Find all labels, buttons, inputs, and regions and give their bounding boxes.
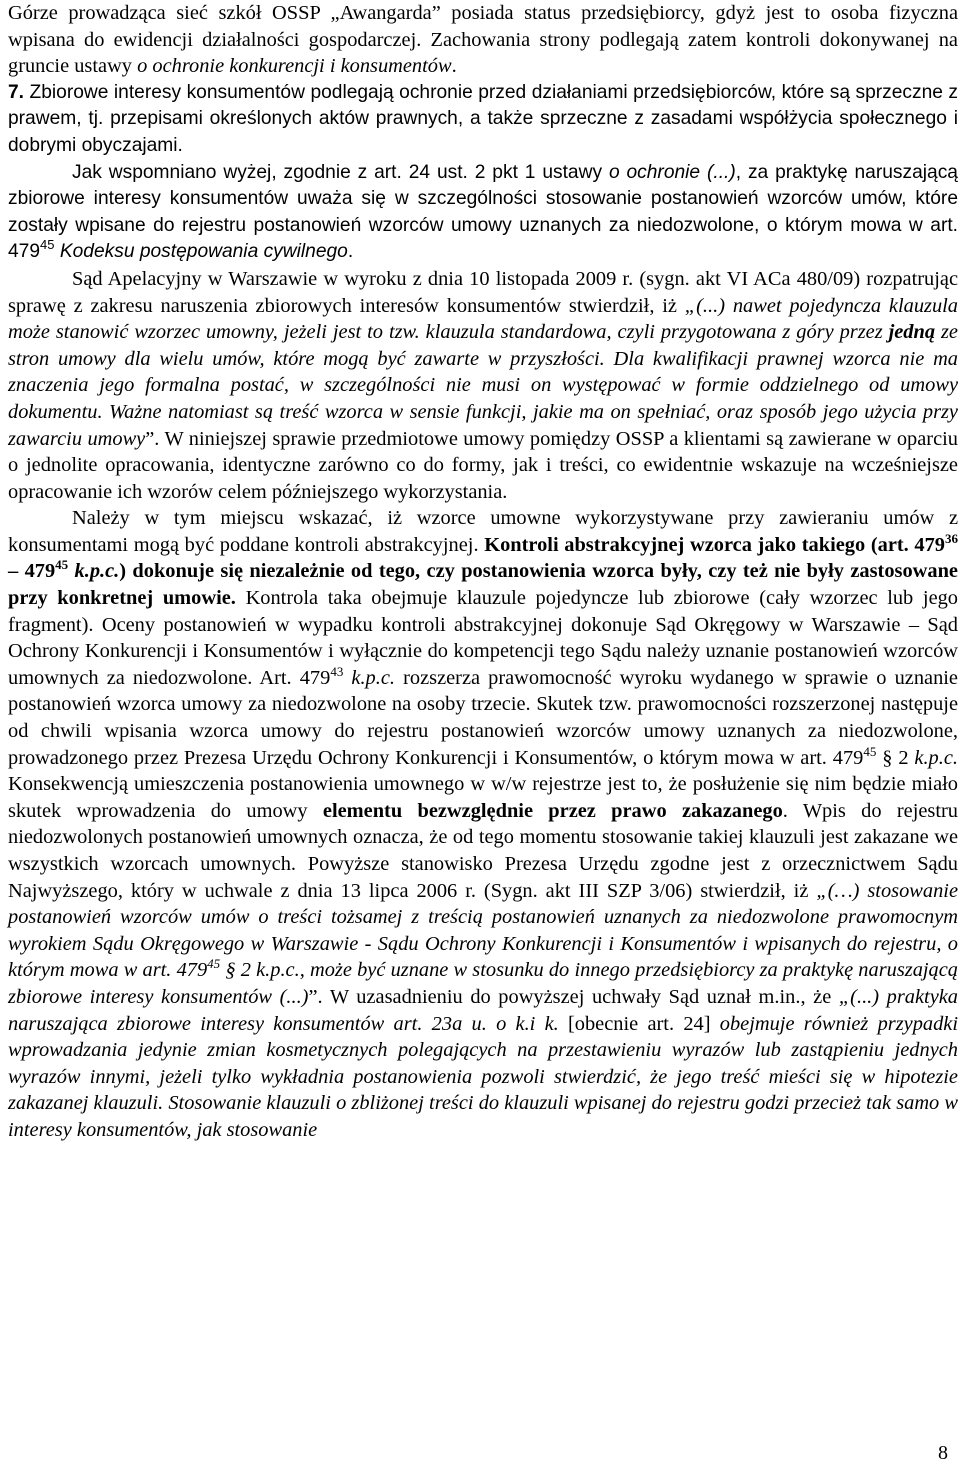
text-run: elementu bezwzględnie przez prawo zakazanego	[322, 799, 783, 822]
paragraph-appeal-court	[8, 266, 958, 505]
text-run: § 2	[876, 746, 915, 769]
paragraph-abstract-control	[8, 505, 958, 1143]
text-run: Jak wspomniano wyżej, zgodnie z art. 24 ust. 2 pkt 1 ustawy	[72, 161, 609, 183]
text-run: k.p.c.	[74, 560, 120, 583]
text-run: 36	[945, 530, 958, 546]
text-run: o ochronie konkurencji i konsumentów	[137, 55, 452, 78]
paragraph-art-24	[8, 160, 958, 266]
text-run: k.p.c.	[914, 746, 958, 769]
text-run: ”. W uzasadnieniu do powyższej uchwały Sąd uznał m.in., że	[308, 985, 839, 1008]
text-run: „(…) stosowanie postanowień wzorców umów o treści tożsamej z treścią postanowień uznanych za niedozwolone prawomocnym wyrokiem Sądu Okręgowego w Warszawie - Sądu Ochrony Konkurencji i Konsumentów i wpisanych do rejestru, o którym mowa w art. 479	[8, 879, 958, 982]
text-run: Kontrola taka obejmuje klauzule pojedyncze lub zbiorowe (cały wzorzec lub jego fragment). Oceny postanowień w wypadku kontroli abstrakcyjnej dokonuje Sąd Okręgowy w Warszawie – Sąd Ochrony Konkurencji i Konsumentów i wyłącznie do kompetencji tego Sądu należy uznanie postanowień wzorców umownych za niedozwolone. Art. 479	[8, 587, 959, 689]
text-run: 45	[55, 557, 69, 573]
text-run: Konsekwencją umieszczenia postanowienia umownego w w/w rejestrze jest to, że posłużenie się nim będzie miało skutek wprowadzenia do umowy	[8, 773, 958, 822]
document-body	[8, 0, 958, 1144]
text-run: 45	[207, 956, 221, 972]
text-run: .	[451, 55, 457, 78]
text-run: 7.	[8, 81, 25, 103]
text-run: § 2 k.p.c., może być uznane w stosunku do innego przedsiębiorcy za praktykę naruszającą zbiorowe interesy konsumentów (...)	[8, 959, 958, 1008]
text-run: ze stron umowy dla wielu umów, które mogą być zawarte w przyszłości. Dla kwalifikacji prawnej wzorca nie ma znaczenia jego formalna postać, w szczególności nie musi on występować w formie oddzielnego od umowy dokumentu. Ważne natomiast są treść wzorca w sensie funkcji, jakie ma on spełniać, oraz sposób jego użycia przy zawarciu umowy	[8, 321, 958, 450]
text-run: , za praktykę naruszającą zbiorowe interesy konsumentów uważa się w szczególności stosowanie postanowień wzorców umów, które zostały wpisane do rejestru postanowień wzorców umowy uznanych za niedozwolone, o którym mowa w art. 479	[8, 161, 958, 263]
text-run: Kontroli abstrakcyjnej wzorca jako takiego (art. 479	[484, 533, 945, 556]
text-run: 45	[40, 237, 55, 253]
text-run: obejmuje również przypadki wprowadzania jedynie zmian kosmetycznych polegających na przestawieniu wyrazów lub zastąpieniu jednych wyrazów innymi, jeżeli tylko wykładnia postanowienia pozwoli stwierdzić, że jego treść mieści się w hipotezie zakazanej klauzuli. Stosowanie klauzuli o zbliżonej treści do klauzuli wpisanej do rejestru godzi przecież tak samo w interesy konsumentów, jak stosowanie	[8, 1012, 959, 1141]
paragraph-intro	[8, 0, 958, 80]
text-run: .	[347, 241, 354, 263]
text-run: Zbiorowe interesy konsumentów podlegają ochronie przed działaniami przedsiębiorców, które są sprzeczne z prawem, tj. przepisami określonych aktów prawnych, a także sprzeczne z zasadami współżycia społecznego i dobrymi obyczajami.	[8, 81, 958, 156]
text-run: Sąd Apelacyjny w Warszawie w wyroku z dnia 10 listopada 2009 r. (sygn. akt VI ACa 480/09) rozpatrując sprawę z zakresu naruszenia zbiorowych interesów konsumentów stwierdził, iż	[8, 267, 958, 317]
text-run: rozszerza prawomocność wyroku wydanego w sprawie o uznanie postanowień wzorca umowy za niedozwolone na osoby trzecie. Skutek tzw. prawomocności rozszerzonej następuje od chwili wpisania wzorca umowy do rejestru postanowień wzorców umowy uznanych za niedozwolone, prowadzonego przez Prezesa Urzędu Ochrony Konkurencji i Konsumentów, o którym mowa w art. 479	[8, 666, 958, 769]
text-run: Kodeksu postępowania cywilnego	[59, 241, 348, 263]
text-run: o ochronie (...)	[608, 161, 736, 183]
paragraph-section-7	[8, 80, 958, 160]
text-run: – 479	[8, 560, 56, 583]
text-run: jedną	[888, 321, 936, 344]
text-run: 43	[330, 663, 344, 679]
text-run: ”. W niniejszej sprawie przedmiotowe umowy pomiędzy OSSP a klientami są zawierane w oparciu o jednolite opracowania, identyczne zarówno co do formy, jak i treści, co ewidentnie wskazuje na wcześniejsze opracowanie ich wzorów celem późniejszego wykorzystania.	[8, 427, 958, 503]
text-run: ) dokonuje się niezależnie od tego, czy postanowienia wzorca były, czy też nie były zastosowane przy konkretnej umowie.	[8, 560, 958, 610]
text-run: Należy w tym miejscu wskazać, iż wzorce umowne wykorzystywane przy zawieraniu umów z konsumentami mogą być poddane kontroli abstrakcyjnej.	[8, 507, 958, 556]
text-run: . Wpis do rejestru niedozwolonych postanowień umownych oznacza, że od tego momentu stosowanie takiej klauzuli jest zakazane we wszystkich wzorcach umownych. Powyższe stanowisko Prezesa Urzędu zgodne jest z orzecznictwem Sądu Najwyższego, który w uchwale z dnia 13 lipca 2006 r. (Sygn. akt III SZP 3/06) stwierdził, iż	[8, 799, 958, 902]
text-run: Górze prowadząca sieć szkół OSSP „Awangarda” posiada status przedsiębiorcy, gdyż jest to osoba fizyczna wpisana do ewidencji działalności gospodarczej. Zachowania strony podlegają zatem kontroli dokonywanej na gruncie ustawy	[8, 2, 958, 78]
page-number: 8	[938, 1442, 948, 1464]
text-run: [obecnie art. 24]	[558, 1012, 720, 1035]
text-run: k.p.c.	[351, 666, 395, 689]
text-run: „(...) praktyka naruszająca zbiorowe interesy konsumentów art. 23a u. o k.i k.	[8, 985, 958, 1035]
text-run: 45	[863, 743, 877, 759]
text-run: „(...) nawet pojedyncza klauzula może stanowić wzorzec umowny, jeżeli jest to tzw. klauzula standardowa, czyli przygotowana z góry przez	[8, 294, 959, 344]
